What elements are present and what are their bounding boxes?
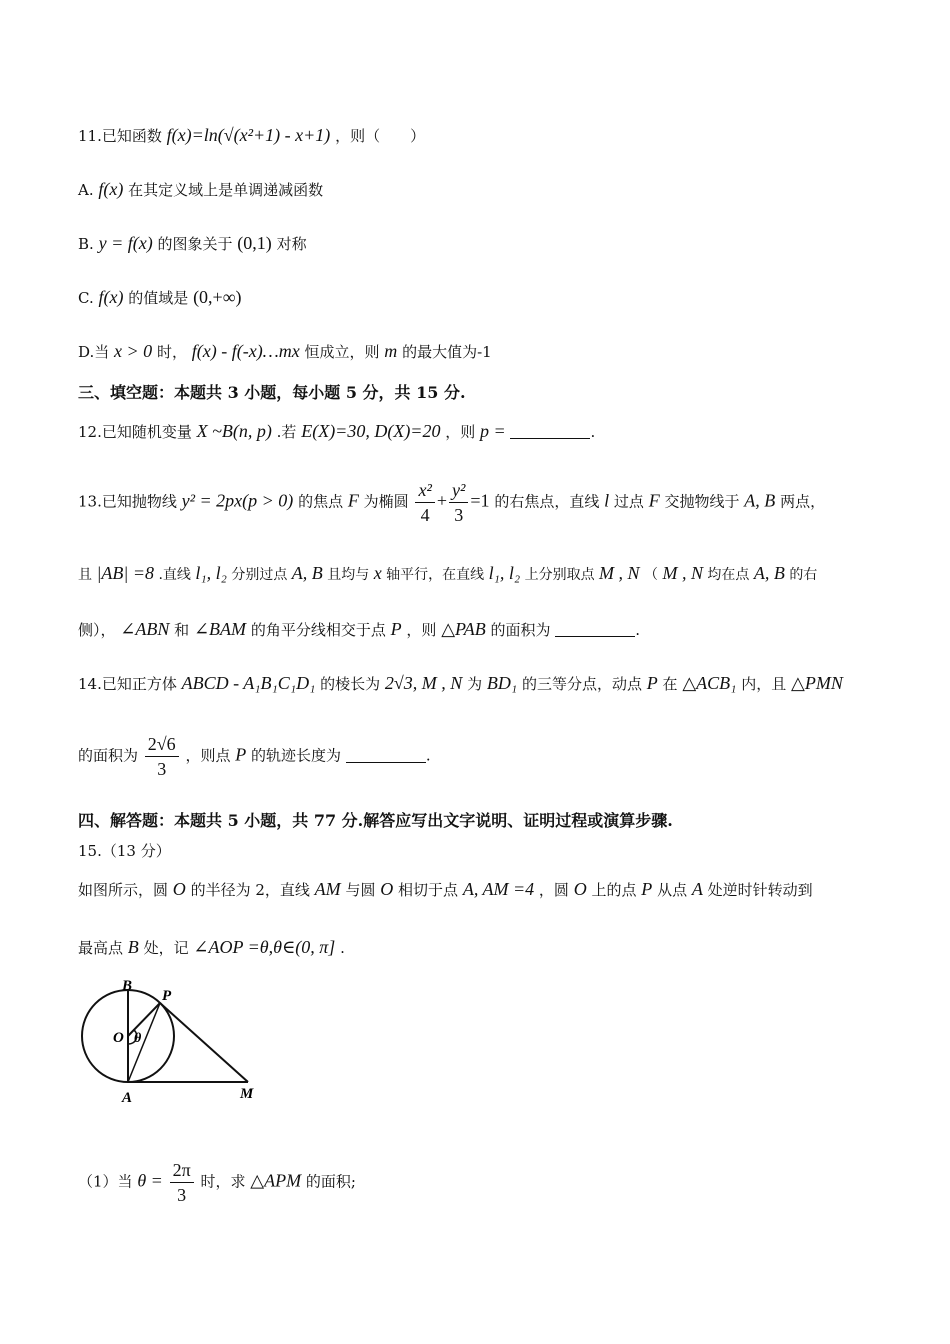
- answer-blank[interactable]: [555, 620, 635, 637]
- math: ∠BAM: [193, 619, 247, 639]
- numerator: 2√6: [145, 732, 179, 757]
- option-text: 的图象关于: [157, 235, 233, 253]
- text: 的右: [789, 567, 818, 583]
- q14-line-2: [78, 732, 431, 781]
- math: △PAB: [441, 619, 486, 639]
- math: F: [648, 490, 660, 511]
- math: O: [573, 879, 587, 899]
- fraction: [449, 478, 468, 527]
- text: .: [340, 939, 345, 957]
- math: =1: [470, 490, 490, 511]
- math: AM: [314, 879, 341, 899]
- math: 2√3, M , N: [384, 673, 463, 693]
- text: 过点: [613, 492, 644, 511]
- text: 为椭圆: [363, 492, 409, 511]
- text: 均在点: [707, 567, 750, 583]
- text: 两点，: [780, 492, 826, 511]
- math: f(x): [98, 287, 124, 307]
- math: O: [380, 879, 394, 899]
- math: |AB| =8: [96, 563, 154, 583]
- q11-stem: [78, 124, 425, 147]
- denominator: 3: [454, 505, 464, 525]
- text: 在: [662, 675, 678, 693]
- text: （1）当: [78, 1172, 133, 1191]
- answer-blank[interactable]: [510, 422, 590, 439]
- text: 为: [467, 675, 483, 693]
- math: ∠AOP =θ,θ∈(0, π]: [193, 937, 336, 957]
- q13-line-1: [78, 478, 825, 527]
- math: P: [641, 879, 653, 899]
- q14-line-1: [78, 672, 843, 695]
- q11-option-d: [78, 340, 492, 363]
- math: x: [373, 563, 382, 583]
- option-label: B.: [78, 235, 94, 253]
- math: △ACB₁: [682, 673, 737, 693]
- text: 时，求: [200, 1172, 246, 1191]
- q15-header: 15.（13 分）: [78, 842, 171, 860]
- text: 交抛物线于: [664, 492, 740, 511]
- q15-line-1: [78, 878, 813, 901]
- q13-prefix: 13.已知抛物线: [78, 492, 177, 511]
- text: 处，记: [143, 939, 189, 957]
- radius-op: [128, 1003, 160, 1036]
- text: 轴平行，在直线: [386, 567, 485, 583]
- text: 处逆时针转动到: [707, 881, 813, 899]
- math: A, B: [753, 563, 785, 583]
- q15-part-1: [78, 1158, 356, 1207]
- label-a: A: [122, 1090, 133, 1106]
- text: 的右焦点，直线: [494, 492, 600, 511]
- denominator: 3: [177, 1185, 187, 1205]
- math: E(X)=30, D(X)=20: [301, 421, 441, 441]
- text: 分别过点: [231, 567, 288, 583]
- math: m: [384, 341, 398, 361]
- math: P: [235, 744, 247, 765]
- answer-blank[interactable]: [346, 746, 426, 763]
- label-m: M: [240, 1086, 254, 1102]
- text: 内，且: [741, 675, 787, 693]
- section-3-title: 三、填空题：本题共 3 小题，每小题 5 分，共 15 分.: [78, 383, 466, 402]
- math: △APM: [250, 1170, 302, 1191]
- label-p: P: [162, 988, 172, 1004]
- geometry-figure: [76, 972, 266, 1107]
- option-text: 时，: [156, 343, 187, 361]
- math: A, B: [291, 563, 323, 583]
- math: P: [390, 619, 402, 639]
- math: f(x) - f(-x)…mx: [191, 341, 300, 361]
- text: 从点: [657, 881, 688, 899]
- numerator: y²: [449, 478, 468, 503]
- q12: [78, 420, 595, 443]
- text: 与圆: [345, 881, 376, 899]
- option-label: A.: [78, 181, 94, 199]
- math: x > 0: [114, 341, 153, 361]
- math: p =: [480, 421, 506, 441]
- math: (0,+∞): [193, 287, 242, 307]
- text: 的焦点: [298, 492, 344, 511]
- option-text: 对称: [276, 235, 307, 253]
- denominator: 4: [420, 505, 430, 525]
- text: 且: [78, 567, 92, 583]
- text: 侧），: [78, 621, 116, 639]
- math: l₁, l₂: [488, 563, 521, 583]
- q11-formula: f(x)=ln(√(x²+1) - x+1): [166, 125, 331, 145]
- text: 的面积;: [305, 1172, 356, 1191]
- math: l: [604, 490, 610, 511]
- denominator: 3: [157, 759, 167, 779]
- text: 的棱长为: [320, 675, 381, 693]
- text: 的面积为: [78, 746, 139, 765]
- q12-prefix: 12.已知随机变量: [78, 423, 192, 441]
- math: △PMN: [791, 673, 843, 693]
- q13-line-3: [78, 618, 640, 641]
- text: .直线: [158, 567, 191, 583]
- math: θ =: [137, 1170, 163, 1191]
- math: A, B: [744, 490, 776, 511]
- section-4-title: 四、解答题：本题共 5 小题，共 77 分.解答应写出文字说明、证明过程或演算步骤.: [78, 811, 673, 830]
- math: (0,1): [237, 233, 272, 253]
- math: M , N: [662, 563, 703, 583]
- math: ∠ABN: [120, 619, 170, 639]
- q15-line-2: [78, 936, 345, 959]
- math: ABCD - A₁B₁C₁D₁: [181, 673, 316, 693]
- math: +: [436, 490, 447, 511]
- option-text: 在其定义域上是单调递减函数: [128, 181, 324, 199]
- q11-option-c: [78, 286, 242, 309]
- text: .: [425, 746, 431, 765]
- q11-prefix: 11.已知函数: [78, 127, 162, 145]
- math: M , N: [599, 563, 640, 583]
- option-text: 恒成立，则: [304, 343, 380, 361]
- q13-line-2: [78, 562, 817, 586]
- label-o: O: [113, 1030, 124, 1046]
- text: ，圆: [538, 881, 569, 899]
- text: 上的点: [591, 881, 637, 899]
- q11-suffix: ，则（ ）: [335, 127, 426, 145]
- math: F: [347, 490, 359, 511]
- text: .: [590, 423, 596, 441]
- text: ，则: [406, 621, 437, 639]
- text: 和: [174, 621, 190, 639]
- text: ，则: [445, 423, 476, 441]
- math: A, AM =4: [462, 879, 535, 899]
- math: B: [127, 937, 139, 957]
- math: l₁, l₂: [195, 563, 227, 583]
- text: 最高点: [78, 939, 124, 957]
- text: .: [635, 621, 641, 639]
- math: y = f(x): [98, 233, 153, 253]
- option-text: 的值域是: [128, 289, 189, 307]
- math: P: [646, 673, 658, 693]
- text: 且均与: [327, 567, 370, 583]
- q11-option-b: [78, 232, 307, 255]
- text: 相切于点: [398, 881, 459, 899]
- text: 的角平分线相交于点: [250, 621, 386, 639]
- text: （: [644, 567, 658, 583]
- q11-option-a: [78, 178, 323, 201]
- text: 的面积为: [490, 621, 551, 639]
- numerator: x²: [415, 478, 434, 503]
- text: 的三等分点，动点: [521, 675, 642, 693]
- math: O: [172, 879, 186, 899]
- q14-prefix: 14.已知正方体: [78, 675, 177, 693]
- option-label: C.: [78, 289, 94, 307]
- math: y² = 2px(p > 0): [181, 490, 294, 511]
- fraction: [145, 732, 179, 781]
- fraction: [170, 1158, 194, 1207]
- text: ，则点: [185, 746, 231, 765]
- math: X ~B(n, p): [196, 421, 272, 441]
- text: 的轨迹长度为: [251, 746, 342, 765]
- numerator: 2π: [170, 1158, 194, 1183]
- text: 上分别取点: [524, 567, 595, 583]
- option-text: 的最大值为-1: [402, 343, 492, 361]
- text: 的半径为 2，直线: [190, 881, 310, 899]
- math: BD₁: [486, 673, 518, 693]
- text: 如图所示，圆: [78, 881, 169, 899]
- math: A: [691, 879, 703, 899]
- text: .若: [276, 423, 297, 441]
- fraction: [415, 478, 434, 527]
- math: f(x): [98, 179, 124, 199]
- label-theta: θ: [134, 1031, 142, 1046]
- option-label: D.当: [78, 343, 110, 361]
- label-b: B: [122, 978, 133, 994]
